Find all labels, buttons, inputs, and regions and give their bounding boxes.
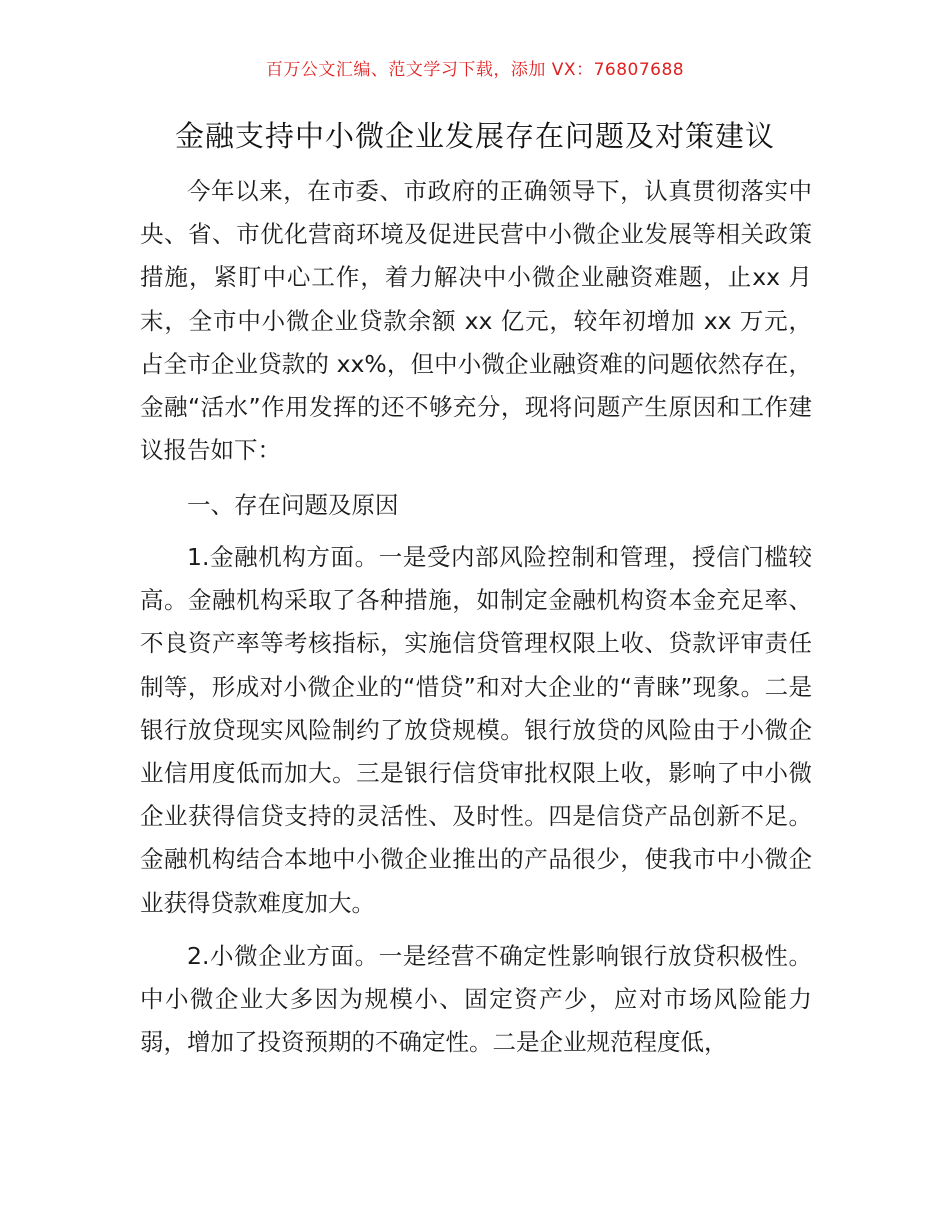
- paragraph-financial-institutions: 1.金融机构方面。一是受内部风险控制和管理，授信门槛较高。金融机构采取了各种措施，如制定金融机构资本金充足率、不良资产率等考核指标，实施信贷管理权限上收、贷款评审责任制等，形成对小微企业的“惜贷”和对大企业的“青睐”现象。二是银行放贷现实风险制约了放贷规模。银行放贷的风险由于小微企业信用度低而加大。三是银行信贷审批权限上收，影响了中小微企业获得信贷支持的灵活性、及时性。四是信贷产品创新不足。金融机构结合本地中小微企业推出的产品很少，使我市中小微企业获得贷款难度加大。: [140, 543, 812, 917]
- intro-paragraph: 今年以来，在市委、市政府的正确领导下，认真贯彻落实中央、省、市优化营商环境及促进民营中小微企业发展等相关政策措施，紧盯中心工作，着力解决中小微企业融资难题，止xx 月末，全市中小微企业贷款余额 xx 亿元，较年初增加 xx 万元，占全市企业贷款的 xx%，但中小微企业融资难的问题依然存在，金融“活水”作用发挥的还不够充分，现将问题产生原因和工作建议报告如下：: [140, 177, 812, 465]
- document-title: 金融支持中小微企业发展存在问题及对策建议: [174, 119, 775, 153]
- watermark-header: 百万公文汇编、范文学习下载，添加 VX：76807688: [265, 60, 685, 80]
- paragraph-small-enterprises: 2.小微企业方面。一是经营不确定性影响银行放贷积极性。中小微企业大多因为规模小、固定资产少，应对市场风险能力弱，增加了投资预期的不确定性。二是企业规范程度低，: [140, 942, 812, 1057]
- section-heading: 一、存在问题及原因: [187, 491, 399, 519]
